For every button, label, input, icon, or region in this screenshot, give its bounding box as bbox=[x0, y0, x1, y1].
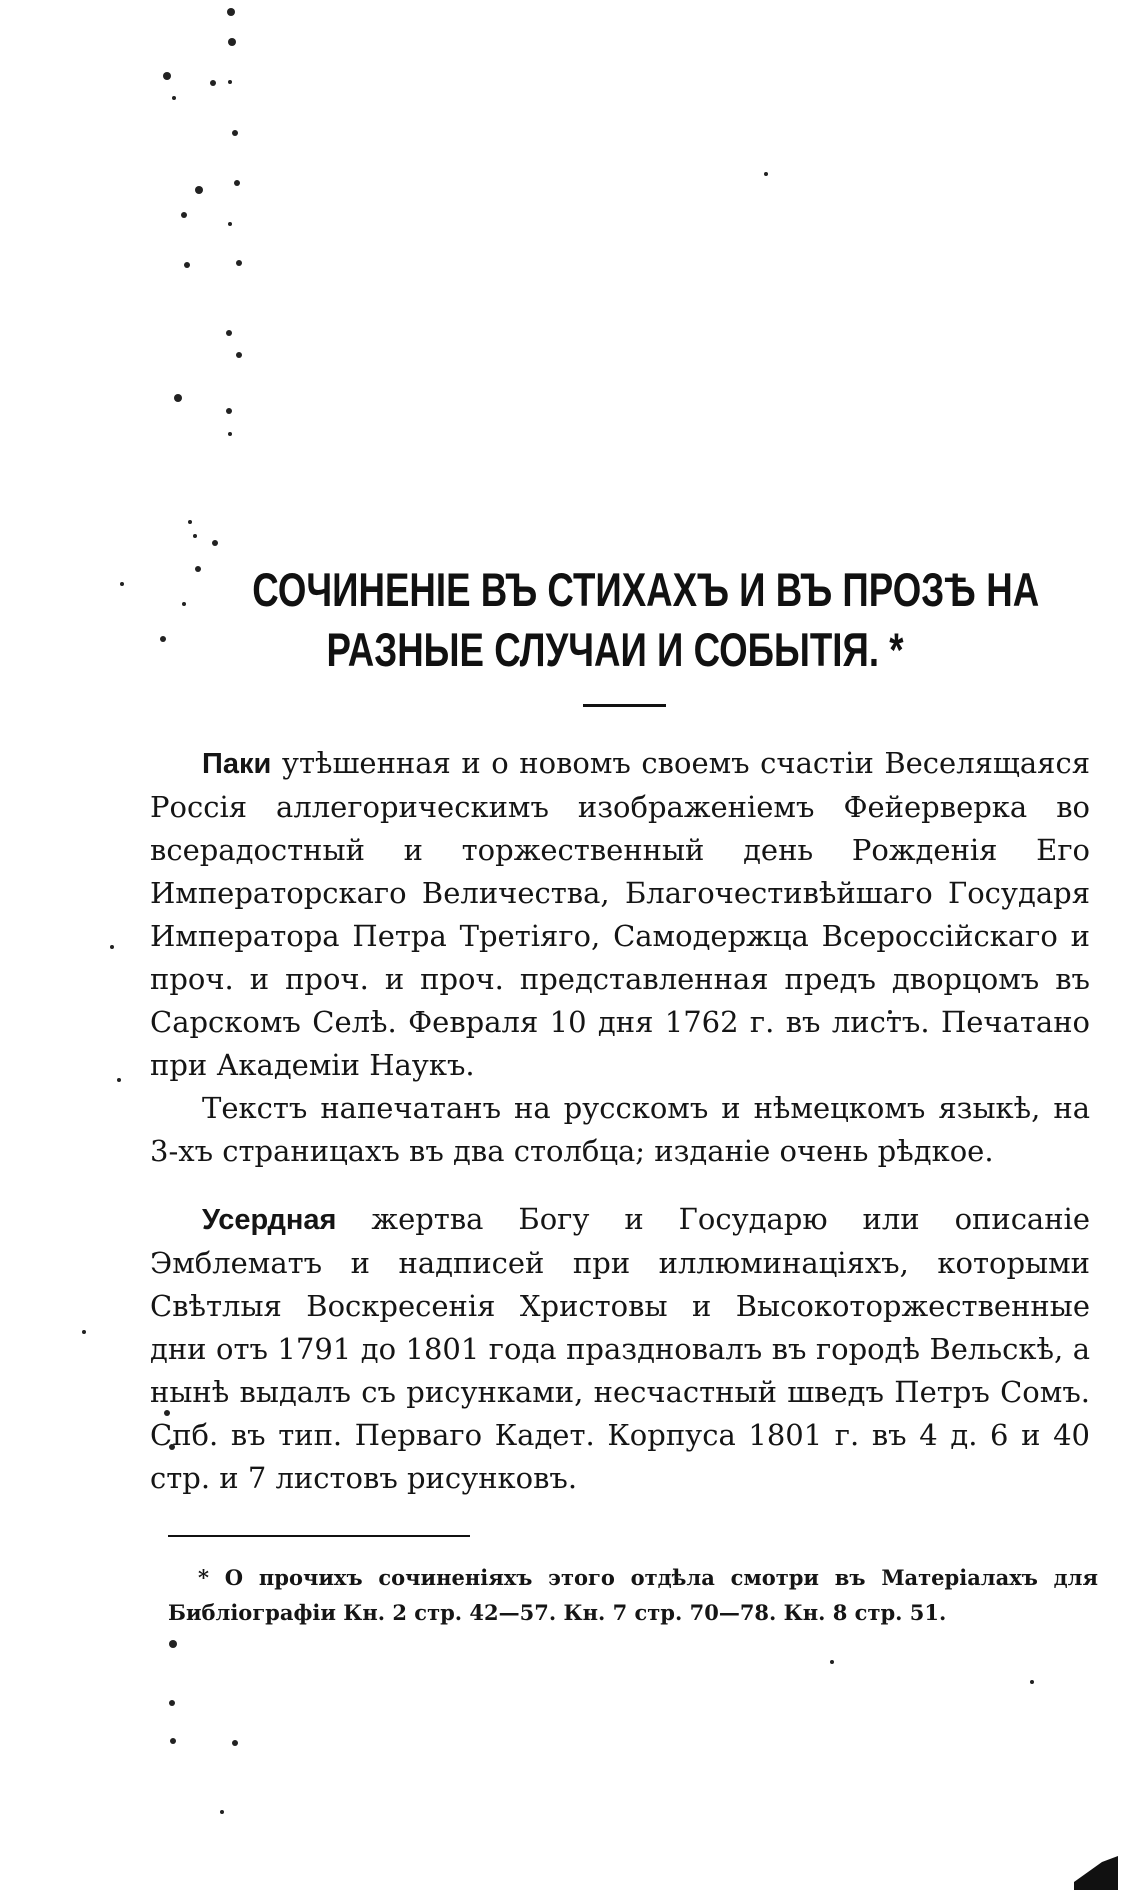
speck bbox=[227, 8, 235, 16]
title-line-1: СОЧИНЕНІЕ ВЪ СТИХАХЪ И ВЪ ПРОЗѢ НА bbox=[252, 563, 1040, 616]
speck bbox=[220, 1810, 224, 1814]
speck bbox=[212, 540, 218, 546]
speck bbox=[228, 432, 232, 436]
entry-2-description bbox=[150, 1198, 1090, 1500]
speck bbox=[236, 260, 242, 266]
speck bbox=[188, 520, 192, 524]
title-divider bbox=[583, 704, 666, 707]
entry-1-lead-word: Паки bbox=[202, 748, 272, 780]
speck bbox=[228, 222, 232, 226]
speck bbox=[226, 408, 232, 414]
entry-2-text: жертва Богу и Государю или описаніе Эмблематъ и надписей при иллюминаціяхъ, которыми Свѣтлыя Воскресенія Христовы и Высокоторжественные дни отъ 1791 до 1801 года праздновалъ въ городѣ Вельскѣ, а нынѣ выдалъ съ рисунками, несчастный шведъ Петръ Сомъ. Спб. въ тип. Перваго Кадет. Корпуса 1801 г. въ 4 д. 6 и 40 стр. и 7 листовъ рисунковъ. bbox=[150, 1202, 1090, 1495]
speck bbox=[82, 1330, 86, 1334]
speck bbox=[234, 180, 240, 186]
speck bbox=[169, 1640, 177, 1648]
title-line-2: РАЗНЫЕ СЛУЧАИ И СОБЫТІЯ. * bbox=[326, 623, 904, 676]
speck bbox=[163, 72, 171, 80]
speck bbox=[120, 582, 124, 586]
speck bbox=[170, 1738, 176, 1744]
page-corner-mark-icon bbox=[1072, 1852, 1120, 1892]
speck bbox=[181, 212, 187, 218]
footnote: * О прочихъ сочиненіяхъ этого отдѣла смотри въ Матеріалахъ для Библіографіи Кн. 2 стр. 42—57. Кн. 7 стр. 70—78. Кн. 8 стр. 51. bbox=[168, 1565, 1098, 1625]
speck bbox=[174, 394, 182, 402]
entry-1-note: Текстъ напечатанъ на русскомъ и нѣмецкомъ языкѣ, на 3-хъ страницахъ въ два столбца; изданіе очень рѣдкое. bbox=[150, 1091, 1090, 1168]
speck bbox=[169, 1700, 175, 1706]
speck bbox=[1030, 1680, 1034, 1684]
speck bbox=[830, 1660, 834, 1664]
speck bbox=[764, 172, 768, 176]
speck bbox=[226, 330, 232, 336]
footnote-divider bbox=[168, 1535, 470, 1537]
section-title bbox=[150, 560, 1080, 680]
entry-2-lead-word: Усердная bbox=[202, 1204, 337, 1236]
speck bbox=[232, 1740, 238, 1746]
speck bbox=[110, 945, 114, 949]
speck bbox=[184, 262, 190, 268]
speck bbox=[195, 186, 203, 194]
bibliography-entry-2 bbox=[150, 1198, 1090, 1500]
speck bbox=[193, 534, 197, 538]
entry-1-text: утѣшенная и о новомъ своемъ счастіи Веселящаяся Россія аллегорическимъ изображеніемъ Фейерверка во всерадостный и торжественный день Рожденія Его Императорскаго Величества, Благочестивѣйшаго Государя Императора Петра Третіяго, Самодержца Всероссійскаго и проч. и проч. и проч. представленная предъ дворцомъ въ Сарскомъ Селѣ. Февраля 10 дня 1762 г. въ листъ. Печатано при Академіи Наукъ. bbox=[150, 746, 1090, 1082]
speck bbox=[228, 80, 232, 84]
speck bbox=[210, 80, 216, 86]
speck bbox=[232, 130, 238, 136]
speck bbox=[172, 96, 176, 100]
bibliography-entry-1 bbox=[150, 742, 1090, 1173]
speck bbox=[236, 352, 242, 358]
speck bbox=[228, 38, 236, 46]
entry-1-description bbox=[150, 742, 1090, 1087]
speck bbox=[117, 1078, 121, 1082]
